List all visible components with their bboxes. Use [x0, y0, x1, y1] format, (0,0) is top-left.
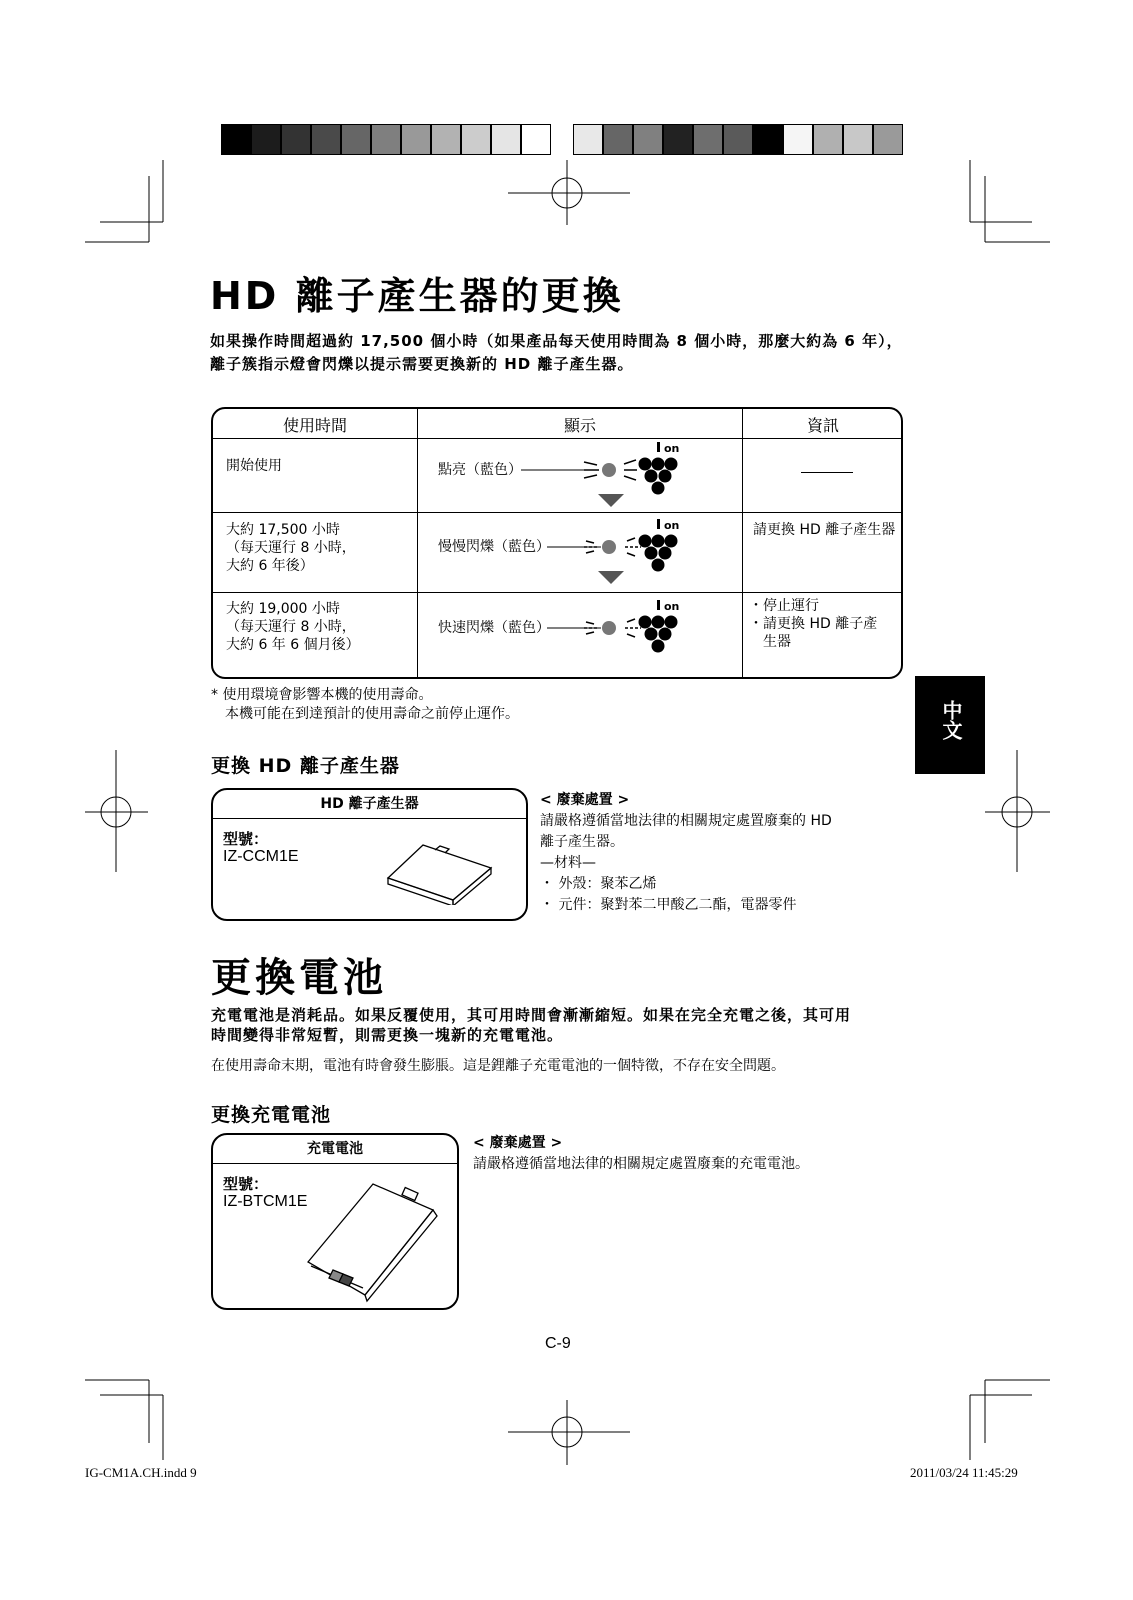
ion-generator-box [211, 788, 528, 921]
row2-time: 大約 17,500 小時 （每天運行 8 小時， 大約 6 年後） [226, 522, 356, 574]
battery-bold-text: 充電電池是消耗品。如果反覆使用，其可用時間會漸漸縮短。如果在完全充電之後，其可用 時間變得非常短暫，則需更換一塊新的充電電池。 [211, 1006, 852, 1044]
on-label-2: on [664, 519, 680, 532]
ion-generator-box-title: HD 離子產生器 [213, 790, 526, 819]
ion-generator-illustration [383, 830, 508, 905]
header-usage-time: 使用時間 [282, 416, 347, 435]
on-label-3: on [664, 600, 680, 613]
footer-timestamp: 2011/03/24 11:45:29 [910, 1465, 1018, 1480]
ion-disposal-title: < 廢棄處置 > [540, 792, 630, 808]
header-display: 顯示 [563, 416, 596, 435]
battery-box-title: 充電電池 [213, 1135, 457, 1164]
section-title-battery: 更換電池 [211, 955, 387, 1001]
heading-replace-ion-generator: 更換 HD 離子產生器 [211, 755, 400, 777]
usage-table [211, 407, 903, 679]
ion-model-label: 型號： [223, 830, 269, 848]
ion-disposal-line-1: 請嚴格遵循當地法律的相關規定處置廢棄的 HD [540, 813, 832, 829]
row3-time: 大約 19,000 小時 （每天運行 8 小時， 大約 6 年 6 個月後） [226, 601, 360, 653]
row1-time: 開始使用 [226, 458, 282, 474]
header-info: 資訊 [806, 416, 839, 435]
footnote-line-2: 本機可能在到達預計的使用壽命之前停止運作。 [225, 706, 519, 722]
footnote-line-1: * 使用環境會影響本機的使用壽命。 [211, 687, 433, 703]
intro-line-1: 如果操作時間超過約 17,500 個小時（如果產品每天使用時間為 8 個小時，那麼大約為 6 年）， [210, 332, 903, 350]
row2-display-text: 慢慢閃爍（藍色） [438, 539, 550, 555]
battery-model-value: IZ-BTCM1E [223, 1193, 308, 1210]
indicator-graphics [213, 409, 903, 679]
row3-display-text: 快速閃爍（藍色） [438, 620, 550, 636]
ion-materials-title: —材料— [540, 855, 596, 871]
battery-model-label: 型號： [223, 1175, 269, 1193]
row1-display-text: 點亮（藍色） [438, 462, 522, 478]
battery-note: 在使用壽命末期，電池有時會發生膨脹。這是鋰離子充電電池的一個特徵，不存在安全問題。 [211, 1058, 785, 1074]
language-tab [915, 676, 985, 774]
row3-info: ・停止運行 ・請更換 HD 離子產 生器 [749, 598, 878, 650]
heading-replace-battery: 更換充電電池 [211, 1104, 332, 1126]
ion-material-2: ・ 元件：聚對苯二甲酸乙二酯，電器零件 [540, 897, 797, 913]
intro-line-2: 離子簇指示燈會閃爍以提示需要更換新的 HD 離子產生器。 [210, 355, 634, 373]
ion-disposal-line-2: 離子產生器。 [540, 834, 624, 850]
ion-model-value: IZ-CCM1E [223, 848, 299, 865]
on-label-1: on [664, 442, 680, 455]
intro-text [210, 330, 910, 376]
battery-disposal-title: < 廢棄處置 > [473, 1135, 563, 1151]
row2-info: 請更換 HD 離子產生器 [753, 522, 896, 538]
battery-illustration [303, 1170, 448, 1305]
page-number: C-9 [545, 1335, 571, 1352]
ion-material-1: ・ 外殼：聚苯乙烯 [540, 876, 657, 892]
battery-disposal-line: 請嚴格遵循當地法律的相關規定處置廢棄的充電電池。 [473, 1156, 809, 1172]
battery-box [211, 1133, 459, 1310]
language-tab-label: 中文 [939, 700, 963, 740]
footer-file-name: IG-CM1A.CH.indd 9 [85, 1465, 197, 1480]
section-title-ion-generator: HD 離子產生器的更換 [210, 274, 624, 318]
